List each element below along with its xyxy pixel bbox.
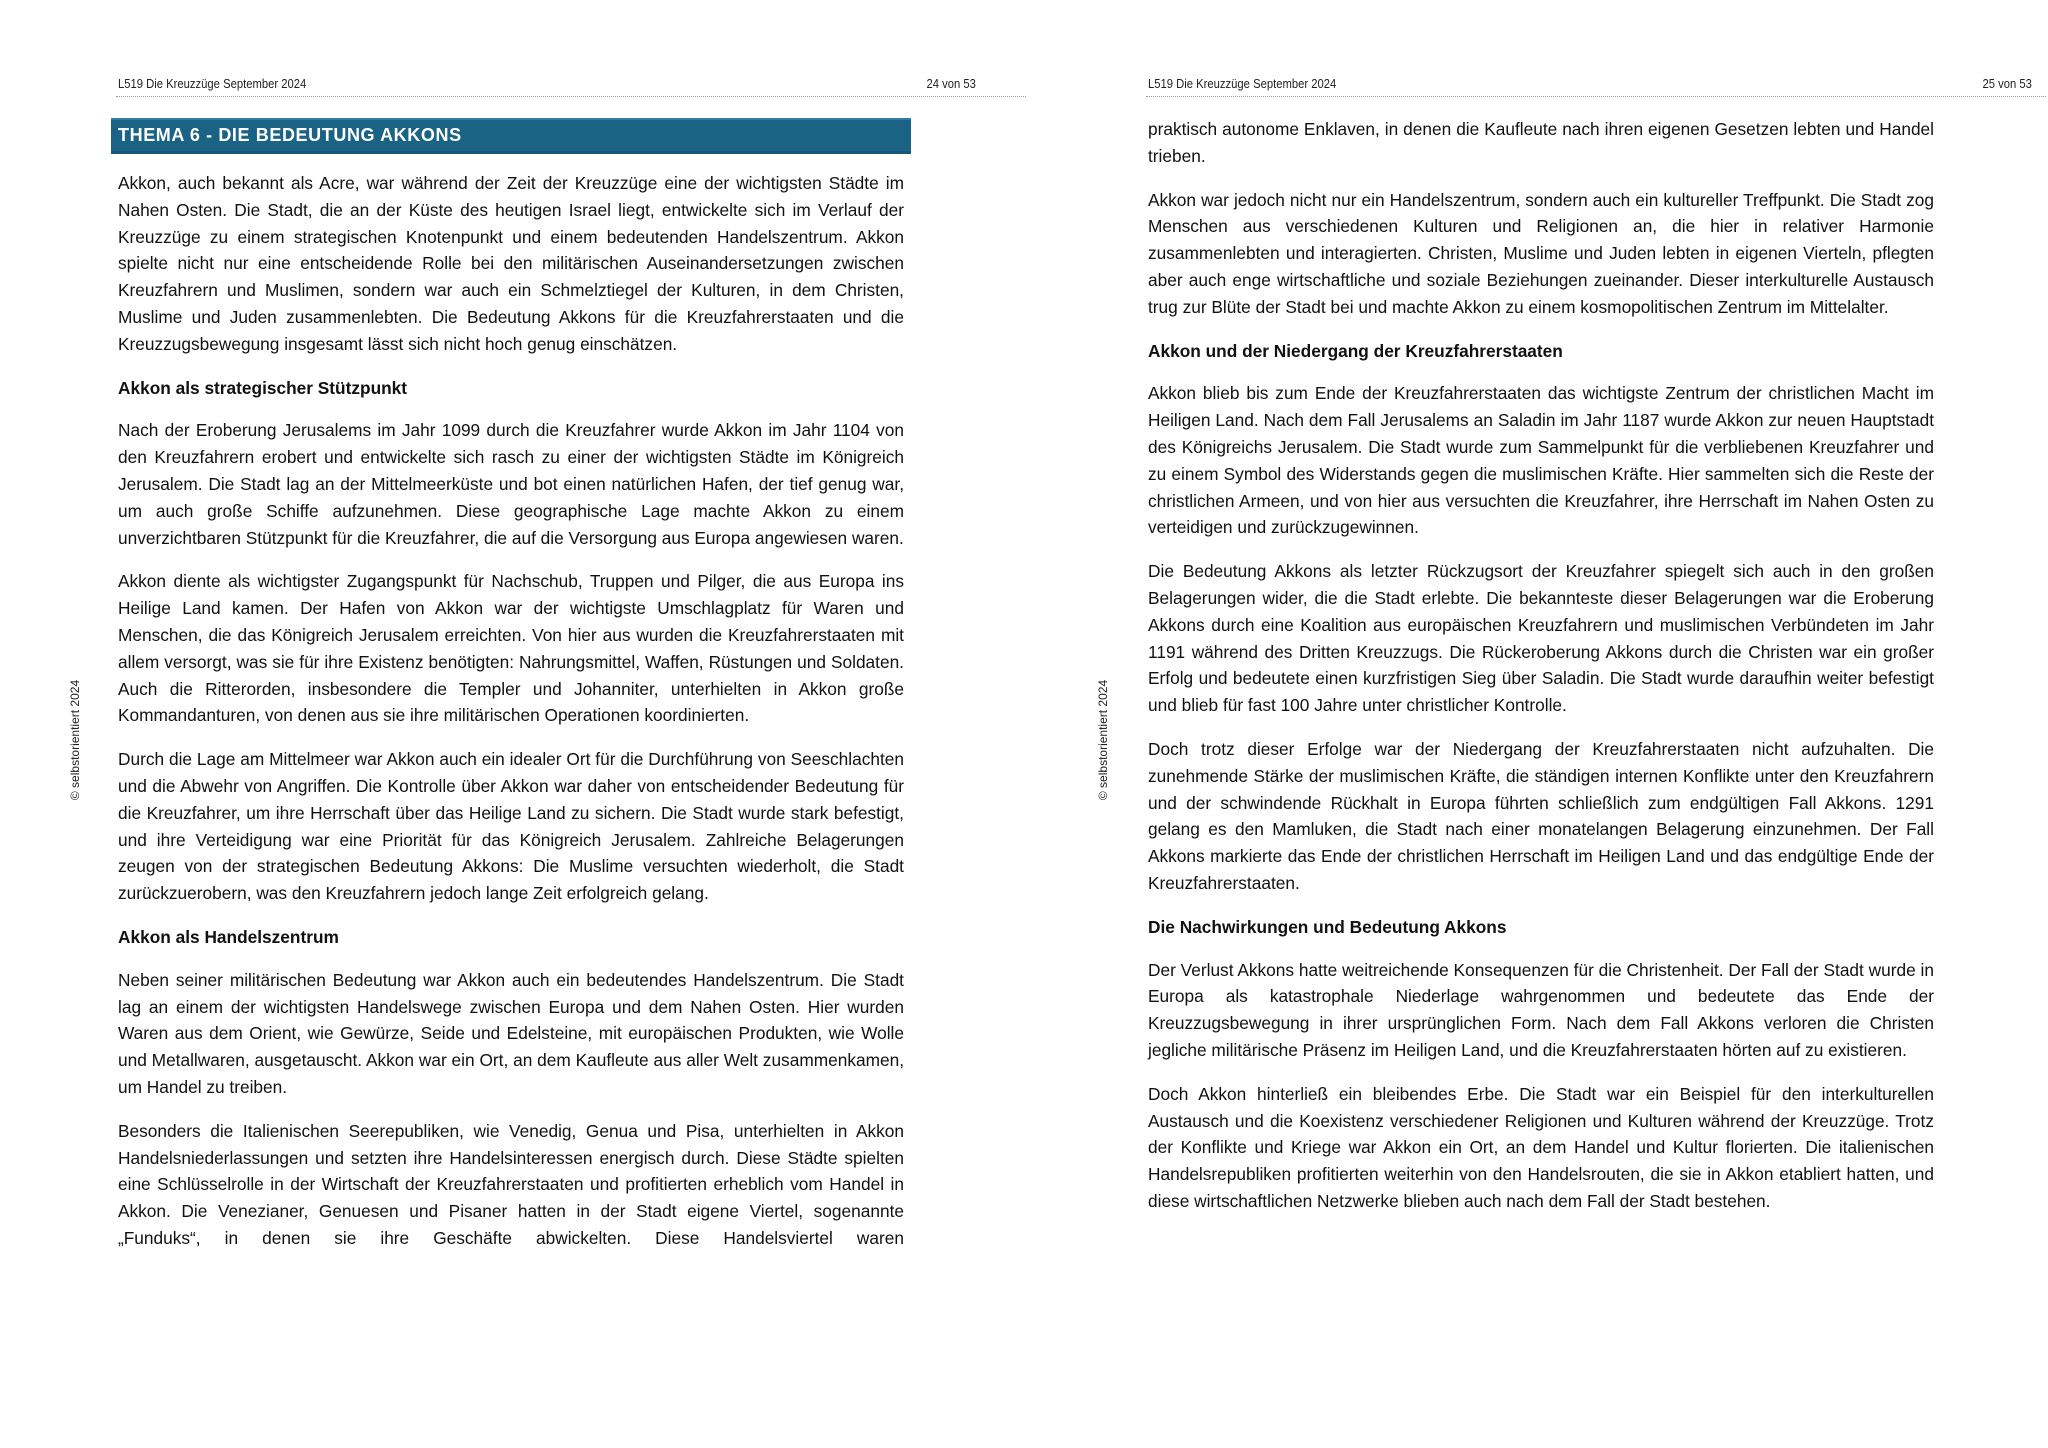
body-paragraph: Akkon, auch bekannt als Acre, war während der Zeit der Kreuzzüge eine der wichtigsten Städte im Nahen Osten. Die Stadt, die an der Küste des heutigen Israel liegt, entwickelte sich im Verlauf der Kreuzzüge zu einem strategischen Knotenpunkt und einem bedeutenden Handelszentrum. Akkon spielte nicht nur eine entscheidende Rolle bei den militärischen Auseinandersetzungen zwischen Kreuzfahrern und Muslimen, sondern war auch ein Schmelztiegel der Kulturen, in dem Christen, Muslime und Juden zusammenlebten. Die Bedeutung Akkons für die Kreuzfahrerstaaten und die Kreuzzugsbewegung insgesamt lässt sich nicht hoch genug einschätzen.: [118, 173, 904, 354]
page-content: [1148, 116, 1934, 1232]
body-paragraph: Akkon diente als wichtigster Zugangspunkt für Nachschub, Truppen und Pilger, die aus Europa ins Heilige Land kamen. Der Hafen von Akkon war der wichtigste Umschlagplatz für Waren und Menschen, die das Königreich Jerusalem erreichten. Von hier aus wurden die Kreuzfahrerstaaten mit allem versorgt, was sie für ihre Existenz benötigten: Nahrungsmittel, Waffen, Rüstungen und Soldaten. Auch die Ritterorden, insbesondere die Templer und Johanniter, unterhielten in Akkon große Kommandanturen, von denen aus sie ihre militärischen Operationen koordinierten.: [118, 571, 904, 726]
body-paragraph: Der Verlust Akkons hatte weitreichende Konsequenzen für die Christenheit. Der Fall der Stadt wurde in Europa als katastrophale Niederlage wahrgenommen und bedeutete das Ende der Kreuzzugsbewegung in ihrer ursprünglichen Form. Nach dem Fall Akkons verloren die Christen jegliche militärische Präsenz im Heiligen Land, und die Kreuzfahrerstaaten hörten auf zu existieren.: [1148, 959, 1934, 1060]
topic-title: THEMA 6 - DIE BEDEUTUNG AKKONS: [118, 125, 462, 145]
body-paragraph: praktisch autonome Enklaven, in denen die Kaufleute nach ihren eigenen Gesetzen lebten und Handel trieben.: [1148, 119, 1934, 166]
running-header-title: L519 Die Kreuzzüge September 2024: [118, 77, 307, 91]
body-paragraph: Besonders die Italienischen Seerepubliken, wie Venedig, Genua und Pisa, unterhielten in Akkon Handelsniederlassungen und setzten ihre Handelsinteressen energisch durch. Diese Städte spielten eine Schlüsselrolle in der Wirtschaft der Kreuzfahrerstaaten und profitierten erheblich vom Handel in Akkon. Die Venezianer, Genuesen und Pisaner hatten in der Stadt eigene Viertel, sogenannte „Funduks“, in denen sie ihre Geschäfte abwickelten. Diese Handelsviertel waren: [118, 1120, 904, 1248]
section-heading: Akkon und der Niedergang der Kreuzfahrerstaaten: [1148, 340, 1563, 361]
copyright-notice: © selbstorientiert 2024: [68, 679, 82, 801]
section-heading: Akkon als Handelszentrum: [118, 926, 339, 947]
page-header: [116, 76, 1026, 97]
body-paragraph: Akkon blieb bis zum Ende der Kreuzfahrerstaaten das wichtigste Zentrum der christlichen Macht im Heiligen Land. Nach dem Fall Jerusalems an Saladin im Jahr 1187 wurde Akkon zur neuen Hauptstadt des Königreichs Jerusalem. Die Stadt wurde zum Sammelpunkt für die verbliebenen Kreuzfahrer und zu einem Symbol des Widerstands gegen die muslimischen Kräfte. Hier sammelten sich die Reste der christlichen Armeen, und von hier aus versuchten die Kreuzfahrer, ihre Herrschaft im Nahen Osten zu verteidigen und zurückzugewinnen.: [1148, 383, 1934, 538]
page-number: 25 von 53: [1982, 77, 2032, 91]
copyright-notice: © selbstorientiert 2024: [1096, 679, 1110, 801]
page-content: [118, 170, 904, 1269]
body-paragraph: Die Bedeutung Akkons als letzter Rückzugsort der Kreuzfahrer spiegelt sich auch in den großen Belagerungen wider, die die Stadt erlebte. Die bekannteste dieser Belagerungen war die Eroberung Akkons durch eine Koalition aus europäischen Kreuzfahrern und muslimischen Verbündeten im Jahr 1191 während des Dritten Kreuzzugs. Die Rückeroberung Akkons durch die Christen war ein großer Erfolg und bedeutete einen kurzfristigen Sieg über Saladin. Die Stadt wurde daraufhin weiter befestigt und blieb für fast 100 Jahre unter christlicher Kontrolle.: [1148, 561, 1934, 716]
body-paragraph: Nach der Eroberung Jerusalems im Jahr 1099 durch die Kreuzfahrer wurde Akkon im Jahr 1104 von den Kreuzfahrern erobert und entwickelte sich rasch zu einer der wichtigsten Städte im Königreich Jerusalem. Die Stadt lag an der Mittelmeerküste und bot einen natürlichen Hafen, der tief genug war, um auch große Schiffe aufzunehmen. Diese geographische Lage machte Akkon zu einem unverzichtbaren Stützpunkt für die Kreuzfahrer, die auf die Versorgung aus Europa angewiesen waren.: [118, 420, 904, 548]
body-paragraph: Neben seiner militärischen Bedeutung war Akkon auch ein bedeutendes Handelszentrum. Die Stadt lag an einem der wichtigsten Handelswege zwischen Europa und dem Nahen Osten. Hier wurden Waren aus dem Orient, wie Gewürze, Seide und Edelsteine, mit europäischen Produkten, wie Wolle und Metallwaren, ausgetauscht. Akkon war ein Ort, an dem Kaufleute aus aller Welt zusammenkamen, um Handel zu treiben.: [118, 969, 904, 1097]
section-heading: Akkon als strategischer Stützpunkt: [118, 377, 408, 398]
body-paragraph: Akkon war jedoch nicht nur ein Handelszentrum, sondern auch ein kultureller Treffpunkt. Die Stadt zog Menschen aus verschiedenen Kulturen und Religionen an, die hier in relativer Harmonie zusammenlebten und interagierten. Christen, Muslime und Juden lebten in eigenen Vierteln, pflegten aber auch enge wirtschaftliche und soziale Beziehungen zueinander. Dieser interkulturelle Austausch trug zur Blüte der Stadt bei und machte Akkon zu einem kosmopolitischen Zentrum im Mittelalter.: [1148, 189, 1934, 317]
body-paragraph: Doch Akkon hinterließ ein bleibendes Erbe. Die Stadt war ein Beispiel für den interkulturellen Austausch und die Koexistenz verschiedener Religionen und Kulturen während der Kreuzzüge. Trotz der Konflikte und Kriege war Akkon ein Ort, an dem Handel und Kultur florierten. Die italienischen Handelsrepubliken profitierten weiterhin von den Handelsrouten, die sie in Akkon etabliert hatten, und diese wirtschaftlichen Netzwerke blieben auch nach dem Fall der Stadt bestehen.: [1148, 1083, 1934, 1211]
page-number: 24 von 53: [926, 77, 976, 91]
page-25: [1030, 0, 2048, 1448]
body-paragraph: Doch trotz dieser Erfolge war der Niedergang der Kreuzfahrerstaaten nicht aufzuhalten. Die zunehmende Stärke der muslimischen Kräfte, die ständigen internen Konflikte unter den Kreuzfahrern und der schwindende Rückhalt in Europa führten schließlich zum endgültigen Fall Akkons. 1291 gelang es den Mamluken, die Stadt nach einer monatelangen Belagerung einzunehmen. Der Fall Akkons markierte das Ende der christlichen Herrschaft im Heiligen Land und das endgültige Ende der Kreuzfahrerstaaten.: [1148, 738, 1934, 893]
topic-title-bar: [111, 118, 911, 154]
page-header: [1146, 76, 2046, 97]
section-heading: Die Nachwirkungen und Bedeutung Akkons: [1148, 916, 1507, 937]
body-paragraph: Durch die Lage am Mittelmeer war Akkon auch ein idealer Ort für die Durchführung von Seeschlachten und die Abwehr von Angriffen. Die Kontrolle über Akkon war daher von entscheidender Bedeutung für die Kreuzfahrer, um ihre Herrschaft über das Heilige Land zu sichern. Die Stadt wurde stark befestigt, und ihre Verteidigung war eine Priorität für das Königreich Jerusalem. Zahlreiche Belagerungen zeugen von der strategischen Bedeutung Akkons: Die Muslime versuchten wiederholt, die Stadt zurückzuerobern, was den Kreuzfahrern jedoch lange Zeit erfolgreich gelang.: [118, 749, 904, 904]
running-header-title: L519 Die Kreuzzüge September 2024: [1148, 77, 1337, 91]
